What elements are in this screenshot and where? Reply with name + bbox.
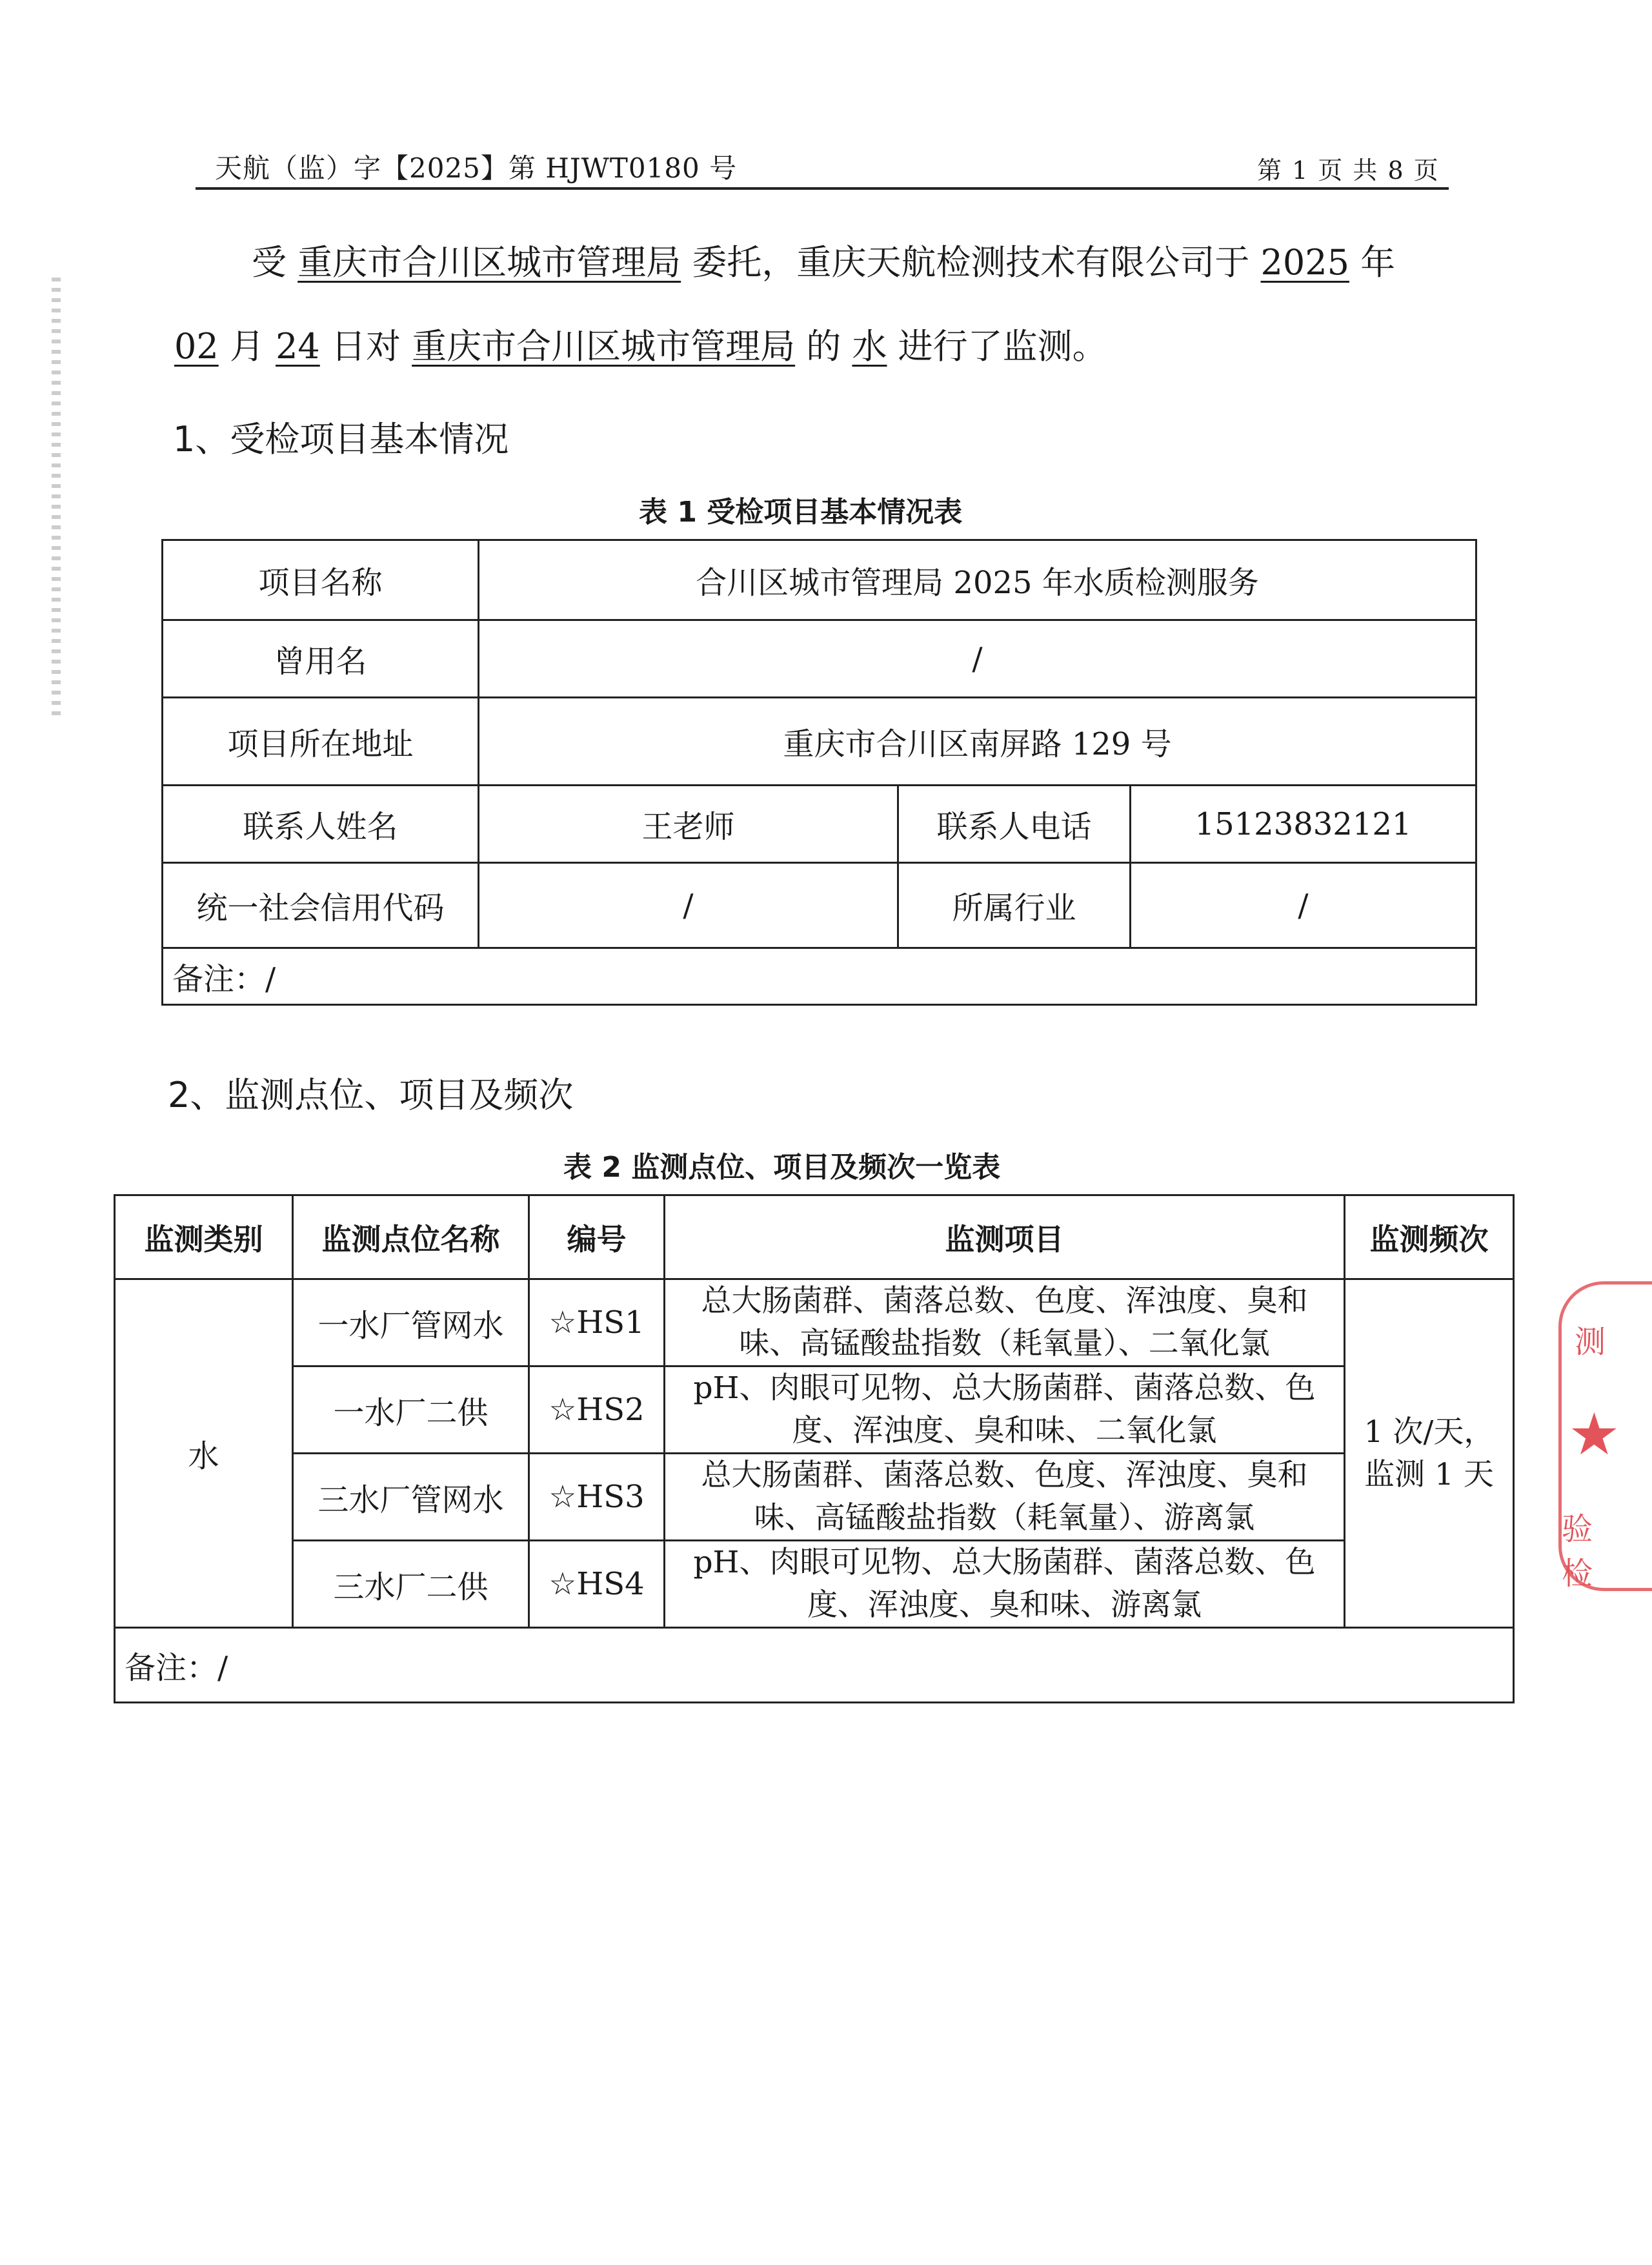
label-former-name: 曾用名 xyxy=(163,620,479,698)
point-code: ☆HS2 xyxy=(529,1366,665,1454)
table1-remark: 备注：/ xyxy=(163,948,1476,1005)
seal-star-icon: ★ xyxy=(1568,1401,1620,1468)
label-contact-phone: 联系人电话 xyxy=(898,786,1131,863)
point-name: 一水厂管网水 xyxy=(293,1279,529,1366)
frequency-cell: 1 次/天， 监测 1 天 xyxy=(1345,1279,1514,1628)
value-project-name: 合川区城市管理局 2025 年水质检测服务 xyxy=(479,540,1476,620)
medium: 水 xyxy=(852,326,887,367)
point-name: 三水厂管网水 xyxy=(293,1454,529,1541)
page-indicator: 第 1 页 共 8 页 xyxy=(1257,156,1440,185)
point-name: 三水厂二供 xyxy=(293,1541,529,1628)
table2-remark: 备注：/ xyxy=(115,1628,1514,1703)
point-code: ☆HS4 xyxy=(529,1541,665,1628)
seal-text-bottom: 验检 xyxy=(1562,1511,1593,1592)
year: 2025 xyxy=(1260,242,1349,283)
day: 24 xyxy=(276,326,320,367)
category-cell: 水 xyxy=(115,1279,293,1628)
value-contact-name: 王老师 xyxy=(479,786,898,863)
monitoring-items: 总大肠菌群、菌落总数、色度、浑浊度、臭和 味、高锰酸盐指数（耗氧量）、二氧化氯 xyxy=(665,1279,1345,1366)
table-row xyxy=(115,1366,1514,1454)
value-contact-phone: 15123832121 xyxy=(1131,786,1476,863)
header-point-name: 监测点位名称 xyxy=(293,1195,529,1279)
header-category: 监测类别 xyxy=(115,1195,293,1279)
table-row xyxy=(115,1279,1514,1366)
intro-line-2: 02 月 24 日对 重庆市合川区城市管理局 的 水 进行了监测。 xyxy=(174,326,1107,367)
value-former-name: / xyxy=(479,620,1476,698)
scan-binding-mark xyxy=(52,278,61,716)
header-items: 监测项目 xyxy=(665,1195,1345,1279)
value-address: 重庆市合川区南屏路 129 号 xyxy=(479,698,1476,786)
intro-line-1: 受 重庆市合川区城市管理局 委托，重庆天航检测技术有限公司于 2025 年 xyxy=(252,242,1396,283)
label-industry: 所属行业 xyxy=(898,863,1131,948)
project-basic-info-table xyxy=(161,539,1477,1006)
point-code: ☆HS3 xyxy=(529,1454,665,1541)
value-credit-code: / xyxy=(479,863,898,948)
table2-caption: 表 2 监测点位、项目及频次一览表 xyxy=(563,1151,1001,1184)
value-industry: / xyxy=(1131,863,1476,948)
section2-title: 2、监测点位、项目及频次 xyxy=(168,1075,574,1115)
label-contact-name: 联系人姓名 xyxy=(163,786,479,863)
header-frequency: 监测频次 xyxy=(1345,1195,1514,1279)
monitoring-points-table xyxy=(114,1194,1515,1703)
label-project-name: 项目名称 xyxy=(163,540,479,620)
report-number: 天航（监）字【2025】第 HJWT0180 号 xyxy=(215,152,738,184)
point-code: ☆HS1 xyxy=(529,1279,665,1366)
header-divider xyxy=(196,187,1449,190)
table-row xyxy=(115,1541,1514,1628)
monitoring-items: 总大肠菌群、菌落总数、色度、浑浊度、臭和 味、高锰酸盐指数（耗氧量）、游离氯 xyxy=(665,1454,1345,1541)
monitoring-items: pH、肉眼可见物、总大肠菌群、菌落总数、色 度、浑浊度、臭和味、二氧化氯 xyxy=(665,1366,1345,1454)
table1-caption: 表 1 受检项目基本情况表 xyxy=(639,496,963,529)
header-code: 编号 xyxy=(529,1195,665,1279)
month: 02 xyxy=(174,326,219,367)
section1-title: 1、受检项目基本情况 xyxy=(173,419,509,460)
point-name: 一水厂二供 xyxy=(293,1366,529,1454)
label-address: 项目所在地址 xyxy=(163,698,479,786)
client-name: 重庆市合川区城市管理局 xyxy=(297,242,681,283)
seal-text-top: 测 xyxy=(1575,1324,1606,1360)
target-name: 重庆市合川区城市管理局 xyxy=(412,326,796,367)
monitoring-items: pH、肉眼可见物、总大肠菌群、菌落总数、色 度、浑浊度、臭和味、游离氯 xyxy=(665,1541,1345,1628)
label-credit-code: 统一社会信用代码 xyxy=(163,863,479,948)
table-row xyxy=(115,1454,1514,1541)
